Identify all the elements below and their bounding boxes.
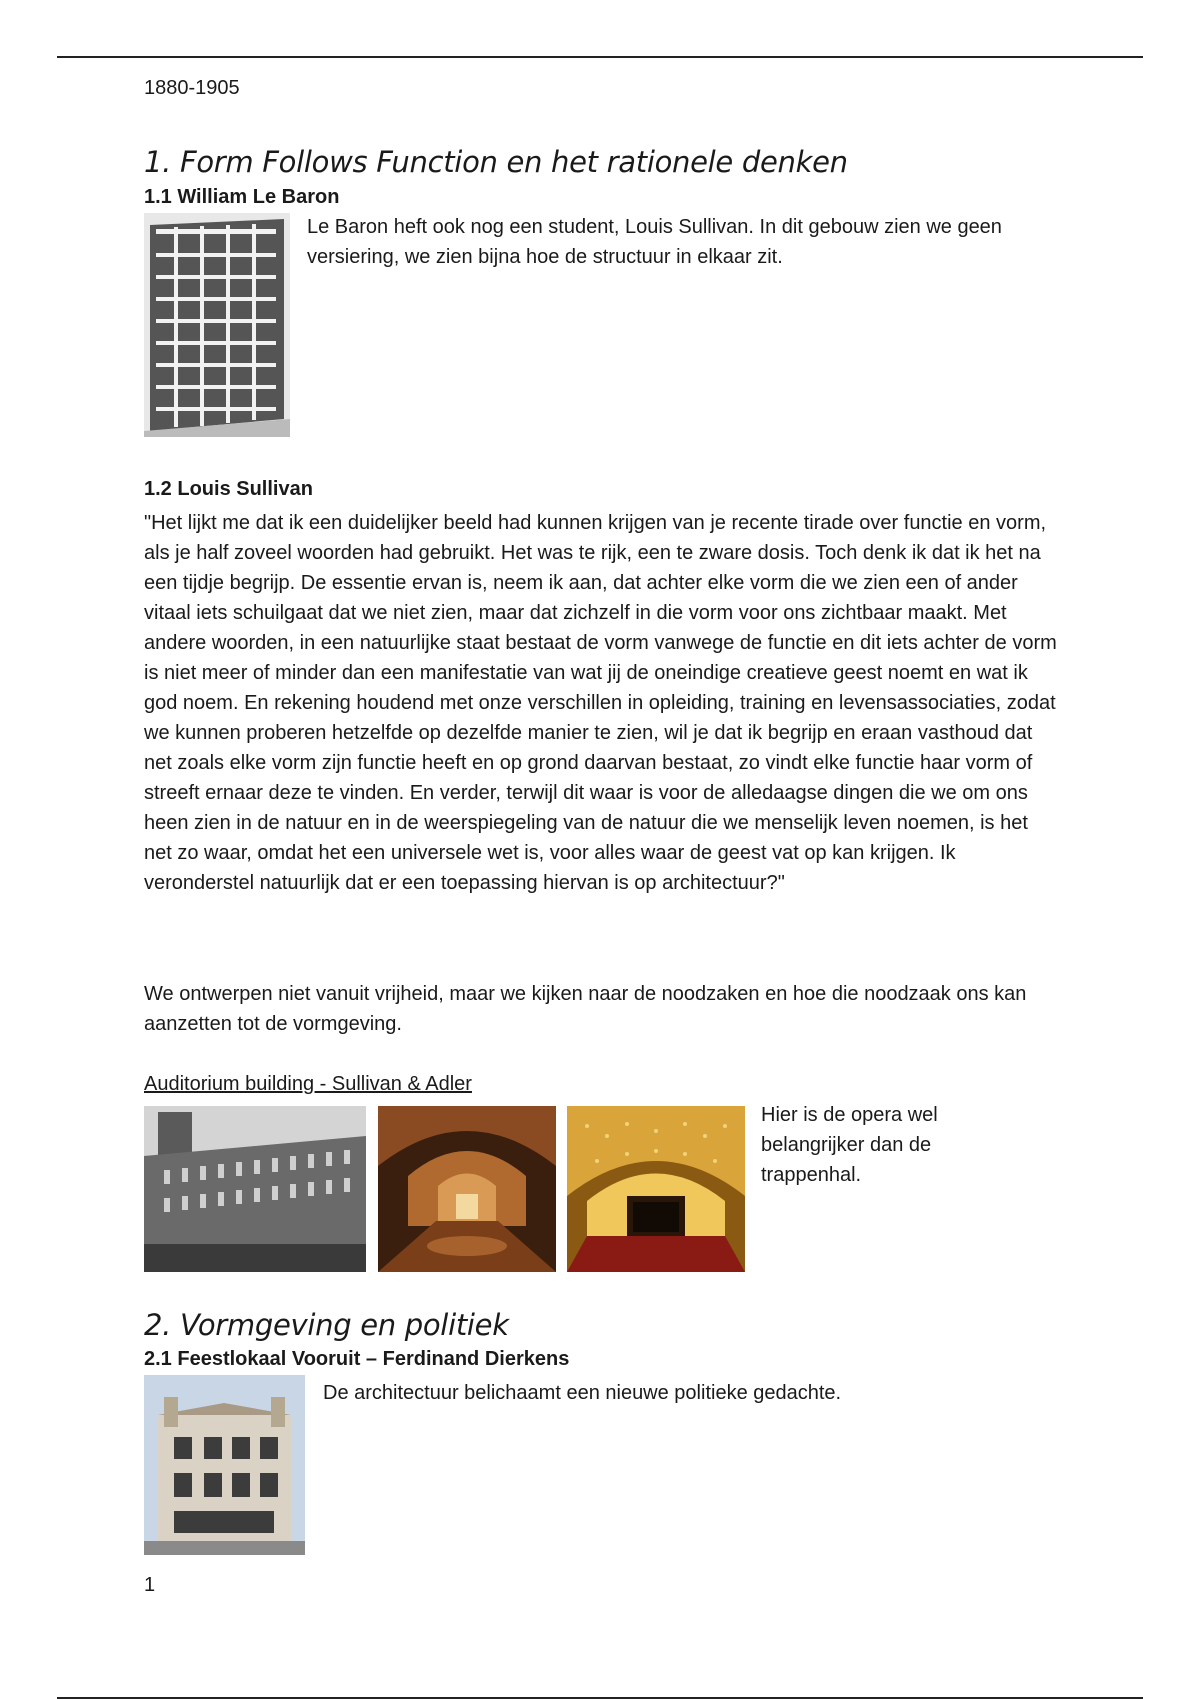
design-note: We ontwerpen niet vanuit vrijheid, maar we kijken naar de noodzaken en hoe die noodzaak ons kan aanzetten tot de vormgeving. <box>144 983 1027 1035</box>
auditorium-title: Auditorium building - Sullivan & Adler <box>144 1073 472 1095</box>
top-rule <box>57 56 1143 58</box>
section1-2-heading: 1.2 Louis Sullivan <box>144 478 313 500</box>
auditorium-theater-image <box>567 1106 745 1272</box>
section1-title: 1. Form Follows Function en het rationele denken <box>144 145 848 179</box>
vooruit-building-image <box>144 1375 305 1555</box>
auditorium-exterior-image <box>144 1106 366 1272</box>
page-number: 1 <box>144 1574 156 1596</box>
le-baron-text: Le Baron heft ook nog een student, Louis Sullivan. In dit gebouw zien we geen versiering, we zien bijna hoe de structuur in elkaar zit. <box>307 216 1002 268</box>
section2-title: 2. Vormgeving en politiek <box>144 1308 509 1342</box>
bottom-rule <box>57 1697 1143 1699</box>
section2-1-heading: 2.1 Feestlokaal Vooruit – Ferdinand Dierkens <box>144 1348 570 1370</box>
le-baron-building-image <box>144 213 290 437</box>
sullivan-quote: "Het lijkt me dat ik een duidelijker beeld had kunnen krijgen van je recente tirade over functie en vorm, als je half zoveel woorden had gebruikt. Het was te rijk, een te zware dosis. Toch denk ik dat ik het na een tijdje begrijp. De essentie ervan is, neem ik aan, dat achter elke vorm die we zien een of ander vitaal iets schuilgaat dat we niet zien, maar dat zichzelf in die vorm voor ons zichtbaar maakt. Met andere woorden, in een natuurlijke staat bestaat de vorm vanwege de functie en dit iets achter de vorm is niet meer of minder dan een manifestatie van wat jij de oneindige creatieve geest noemt en wat ik god noem. En rekening houdend met onze verschillen in opleiding, training en levensassociaties, zodat we kunnen proberen hetzelfde op dezelfde manier te zien, wil je dat ik begrijp en eraan vasthoud dat net zoals elke vorm zijn functie heeft en op grond daarvan bestaat, zo vindt elke functie haar vorm of streeft ernaar deze te vinden. En verder, terwijl dit waar is voor de alledaagse dingen die we om ons heen zien in de natuur en in de weerspiegeling van de natuur die we menselijk leven noemen, is het net zo waar, omdat het een universele wet is, voor alles waar de geest vat op kan krijgen. Ik veronderstel natuurlijk dat er een toepassing hiervan is op architectuur?" <box>144 512 1057 894</box>
period-label: 1880-1905 <box>144 77 240 99</box>
section1-1-heading: 1.1 William Le Baron <box>144 186 340 208</box>
vooruit-text: De architectuur belichaamt een nieuwe politieke gedachte. <box>323 1382 842 1404</box>
auditorium-caption: Hier is de opera wel belangrijker dan de trappenhal. <box>761 1104 938 1186</box>
auditorium-hallway-image <box>378 1106 556 1272</box>
